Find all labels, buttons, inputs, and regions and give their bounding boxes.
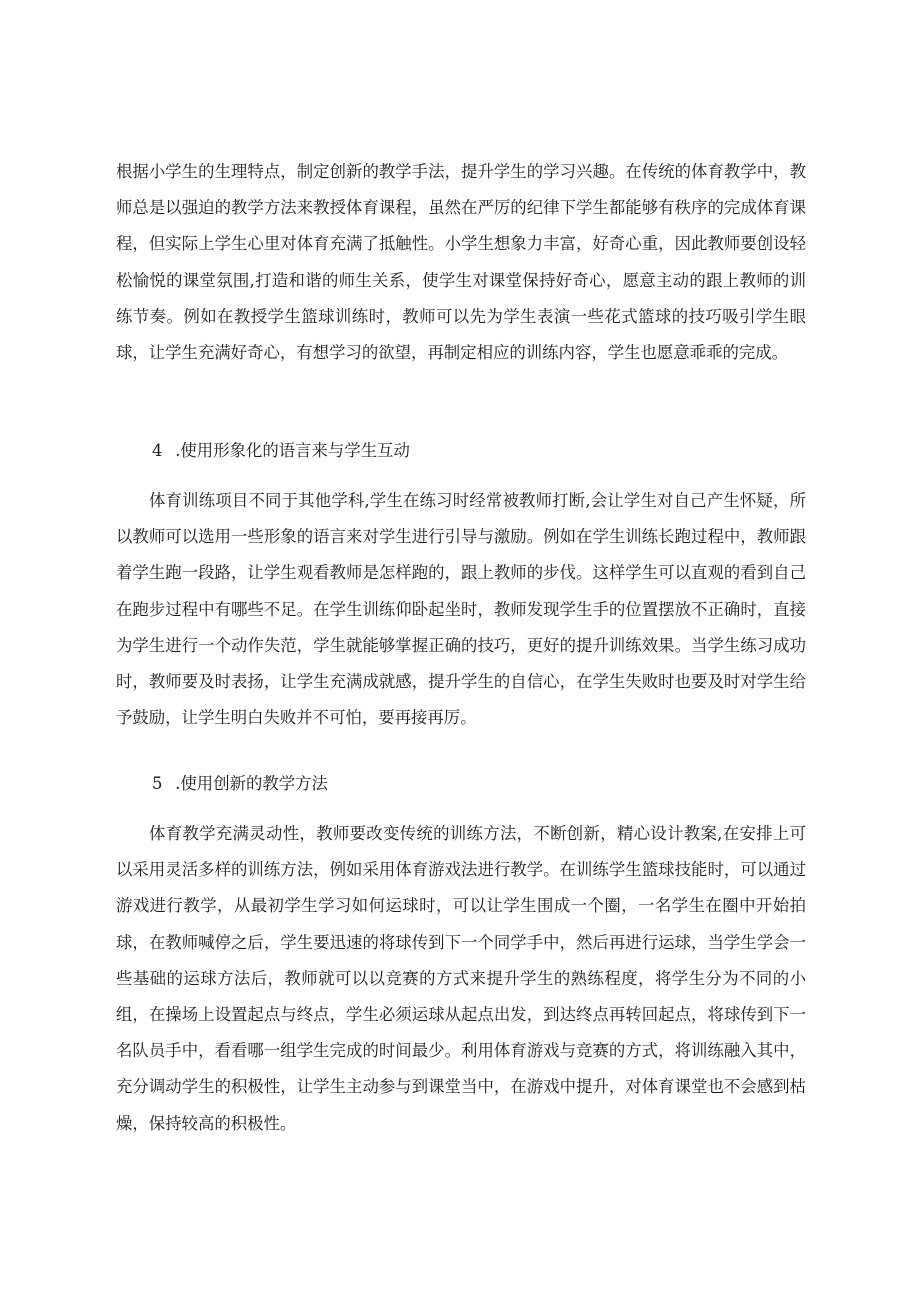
section-number: 5 [152,774,163,793]
paragraph-figurative-language: 体育训练项目不同于其他学科,学生在练习时经常被教师打断,会让学生对自己产生怀疑，所以教师可以选用一些形象的语言来对学生进行引导与激励。例如在学生训练长跑过程中，教师跟着学生跑一段路，让学生观看教师是怎样跑的，跟上教师的步伐。这样学生可以直观的看到自己在跑步过程中有哪些不足。在学生训练仰卧起坐时，教师发现学生手的位置摆放不正确时，直接为学生进行一个动作失范，学生就能够掌握正确的技巧，更好的提升训练效果。当学生练习成功时，教师要及时表扬，让学生充满成就感，提升学生的自信心，在学生失败时也要及时对学生给予鼓励，让学生明白失败并不可怕，要再接再厉。 [116,491,806,728]
section-title: .使用形象化的语言来与学生互动 [170,441,410,460]
section-heading-5 [152,769,328,799]
section-heading-4 [152,436,410,466]
paragraph-student-interest: 根据小学生的生理特点，制定创新的教学手法，提升学生的学习兴趣。在传统的体育教学中，教师总是以强迫的教学方法来教授体育课程，虽然在严厉的纪律下学生都能够有秩序的完成体育课程，但实际上学生心里对体育充满了抵触性。小学生想象力丰富，好奇心重，因此教师要创设轻松愉悦的课堂氛围,打造和谐的师生关系，使学生对课堂保持好奇心，愿意主动的跟上教师的训练节奏。例如在教授学生篮球训练时，教师可以先为学生表演一些花式篮球的技巧吸引学生眼球，让学生充满好奇心，有想学习的欲望，再制定相应的训练内容，学生也愿意乖乖的完成。 [116,162,806,363]
paragraph-innovative-methods: 体育教学充满灵动性，教师要改变传统的训练方法，不断创新，精心设计教案,在安排上可以采用灵活多样的训练方法，例如采用体育游戏法进行教学。在训练学生篮球技能时，可以通过游戏进行教学，从最初学生学习如何运球时，可以让学生围成一个圈，一名学生在圈中开始拍球，在教师喊停之后，学生要迅速的将球传到下一个同学手中，然后再进行运球，当学生学会一些基础的运球方法后，教师就可以以竞赛的方式来提升学生的熟练程度，将学生分为不同的小组，在操场上设置起点与终点，学生必须运球从起点出发，到达终点再转回起点，将球传到下一名队员手中，看看哪一组学生完成的时间最少。利用体育游戏与竞赛的方式，将训练融入其中，充分调动学生的积极性，让学生主动参与到课堂当中，在游戏中提升，对体育课堂也不会感到枯燥，保持较高的积极性。 [116,824,806,1133]
section-title: .使用创新的教学方法 [170,774,328,793]
section-number: 4 [152,441,163,460]
